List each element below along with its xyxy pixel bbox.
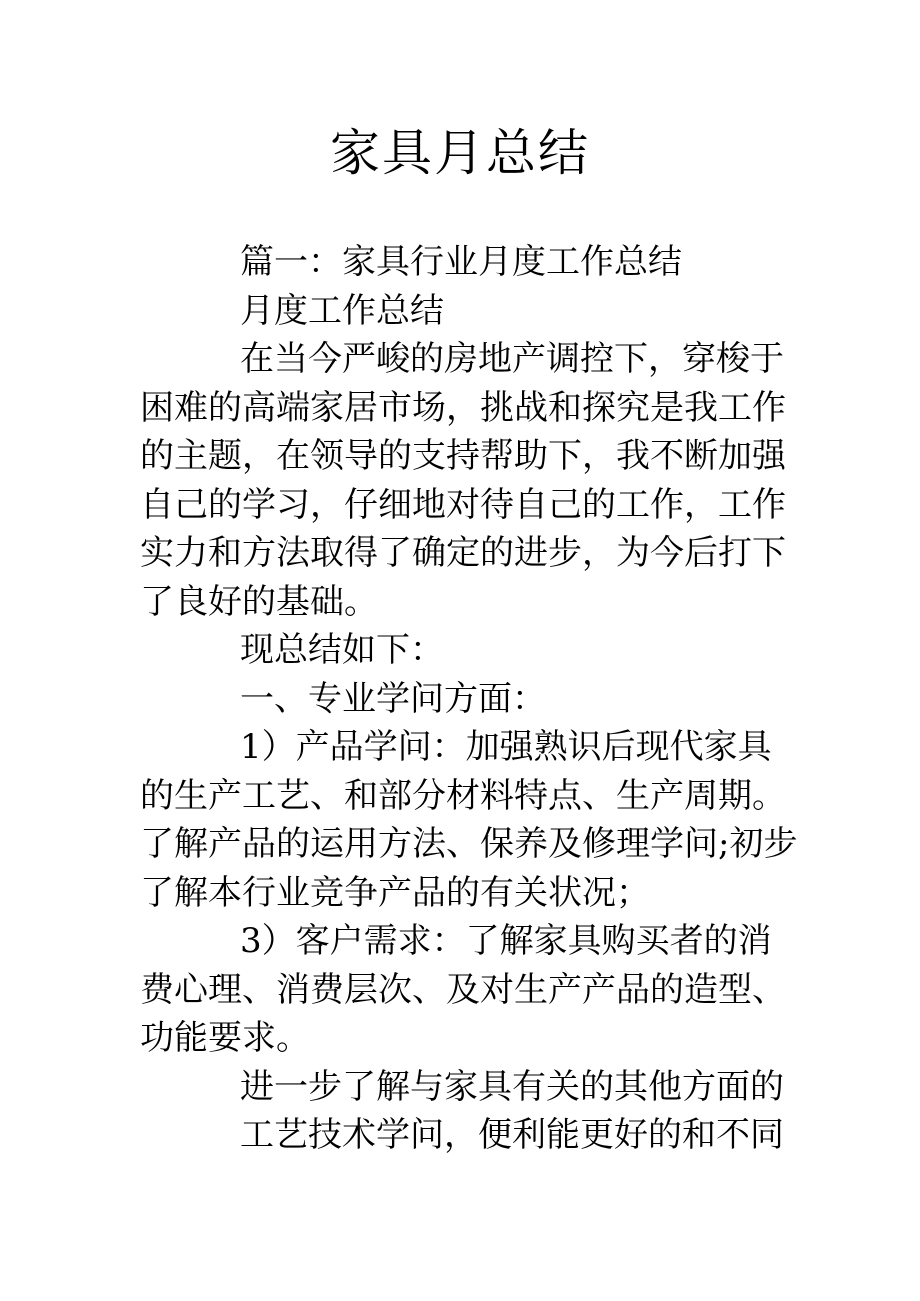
text-line: 费心理、消费层次、及对生产产品的造型、: [140, 969, 786, 1010]
text-line: 了解产品的运用方法、保养及修理学问;初步: [140, 824, 798, 864]
text-line: 1）产品学问：加强熟识后现代家具: [240, 727, 772, 767]
text-line: 工艺技术学问，便利能更好的和不同: [240, 1115, 784, 1155]
text-line: 月度工作总结: [240, 290, 444, 331]
text-line: 一、专业学问方面：: [240, 678, 546, 719]
text-line: 困难的高端家居市场，挑战和探究是我工作: [140, 387, 786, 428]
text-line: 进一步了解与家具有关的其他方面的: [240, 1066, 784, 1107]
document-body: [140, 238, 798, 1160]
text-line: 功能要求。: [140, 1018, 310, 1058]
text-line: 自己的学习，仔细地对待自己的工作，工作: [140, 484, 786, 525]
text-line: 实力和方法取得了确定的进步，为今后打下: [140, 533, 786, 573]
text-line: 3）客户需求：了解家具购买者的消: [240, 921, 772, 961]
document-title: 家具月总结: [330, 124, 590, 182]
text-line: 现总结如下：: [240, 630, 444, 670]
text-line: 了解本行业竞争产品的有关状况；: [140, 872, 650, 913]
text-line: 的主题，在领导的支持帮助下，我不断加强: [140, 436, 786, 476]
text-line: 的生产工艺、和部分材料特点、生产周期。: [140, 775, 786, 816]
text-line: 篇一：家具行业月度工作总结: [240, 242, 682, 282]
text-line: 在当今严峻的房地产调控下，穿梭于: [240, 339, 784, 379]
text-line: 了良好的基础。: [140, 581, 378, 622]
